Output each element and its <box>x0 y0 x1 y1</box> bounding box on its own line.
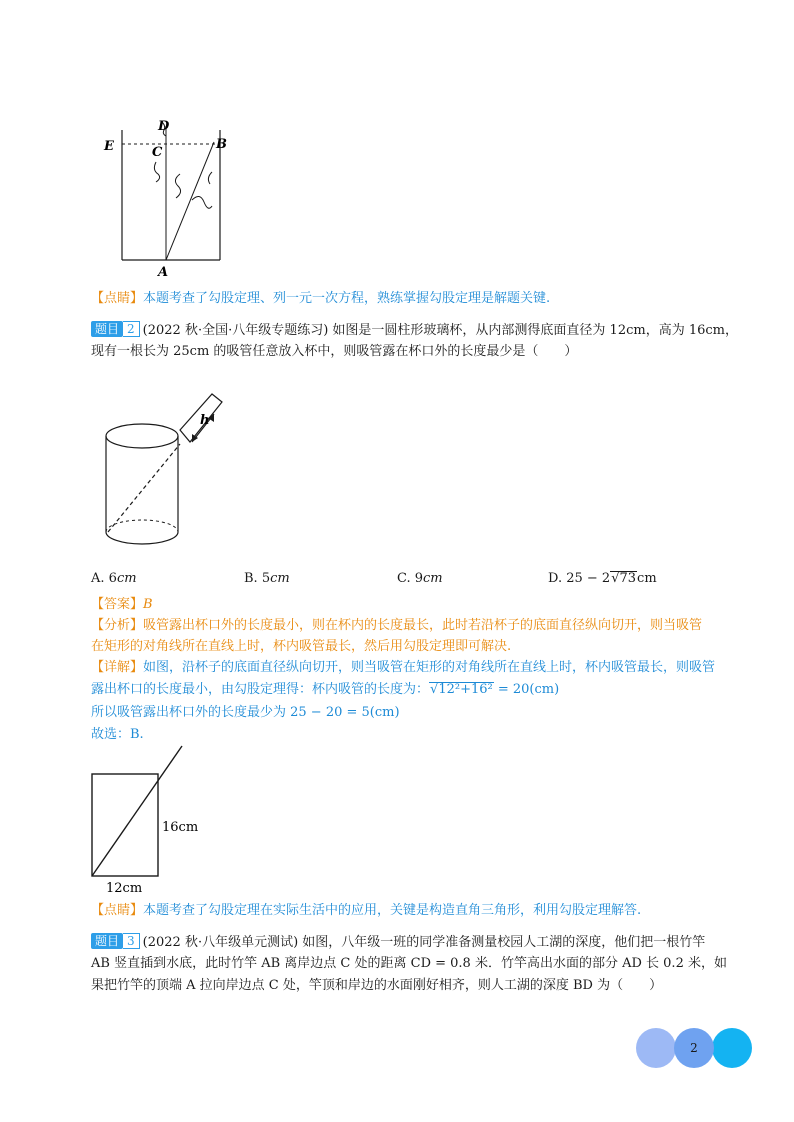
question-number: 3 <box>123 933 140 949</box>
detail-line-3: 故选：B. <box>91 727 144 742</box>
dianjing-note-2 <box>91 902 716 920</box>
question-number: 2 <box>123 321 140 337</box>
figure-3-rectangle <box>84 742 224 898</box>
label-E: E <box>104 139 114 154</box>
page-circle-right <box>712 1028 752 1068</box>
analysis-line-1 <box>91 617 716 635</box>
label-C: C <box>152 145 163 160</box>
label-16cm: 16cm <box>162 820 199 835</box>
label-12cm: 12cm <box>106 881 143 896</box>
option-d[interactable]: D. 25 − 2√73cm <box>548 571 657 586</box>
page-indicator <box>636 1028 752 1068</box>
dianjing-text: 本题考查了勾股定理、列一元一次方程，熟练掌握勾股定理是解题关键. <box>143 291 551 306</box>
sqrt-73: √73 <box>611 571 637 586</box>
question-tag: 题目 <box>91 321 123 337</box>
dianjing-text: 本题考查了勾股定理在实际生活中的应用，关键是构造直角三角形，利用勾股定理解答. <box>143 903 642 918</box>
option-c[interactable]: C. 9cm <box>397 571 443 586</box>
question-tag: 题目 <box>91 933 123 949</box>
label-A: A <box>158 265 169 280</box>
question-2-line-2: 现有一根长为 25cm 的吸管任意放入杯中，则吸管露在杯口外的长度最少是（ ） <box>91 344 578 359</box>
option-a[interactable]: A. 6cm <box>91 571 137 586</box>
figure-1-lake-diagram <box>100 112 240 280</box>
dianjing-note-1 <box>91 290 716 308</box>
dianjing-tag: 【点睛】 <box>91 291 144 306</box>
analysis-text: 吸管露出杯口外的长度最小，则在杯内的长度最长，此时若沿杯子的底面直径纵向切开，则当吸管 <box>143 618 703 633</box>
figure-2-cylinder <box>100 390 230 550</box>
detail-line-1 <box>91 659 716 677</box>
detail-line-2: 所以吸管露出杯口外的长度最少为 25 − 20 = 5(cm) <box>91 705 400 720</box>
dianjing-tag: 【点睛】 <box>91 903 144 918</box>
page-circle-left <box>636 1028 676 1068</box>
detail-line-1b: 露出杯口的长度最小，由勾股定理得：杯内吸管的长度为：√12²+16² = 20(cm) <box>91 682 560 697</box>
question-text: 如图是一圆柱形玻璃杯，从内部测得底面直径为 12cm，高为 16cm， <box>332 323 738 338</box>
label-B: B <box>216 137 227 152</box>
page-number: 2 <box>690 1041 698 1055</box>
answer-line <box>91 596 716 614</box>
analysis-tag: 【分析】 <box>91 618 144 633</box>
label-h: h <box>200 413 210 428</box>
detail-tag: 【详解】 <box>91 660 144 675</box>
question-2 <box>91 321 738 340</box>
answer-value: B <box>143 597 153 612</box>
question-3-line-3: 果把竹竿的顶端 A 拉向岸边点 C 处，竿顶和岸边的水面刚好相齐，则人工湖的深度 BD 为（ ） <box>91 978 663 993</box>
question-3 <box>91 933 716 952</box>
detail-text: 如图，沿杯子的底面直径纵向切开，则当吸管在矩形的对角线所在直线上时，杯内吸管最长，则吸管 <box>143 660 716 675</box>
question-source: (2022 秋·八年级单元测试) <box>142 935 299 950</box>
question-text: 如图，八年级一班的同学准备测量校园人工湖的深度，他们把一根竹竿 <box>302 935 706 950</box>
sqrt-expression: √12²+16² <box>430 682 493 697</box>
analysis-line-2: 在矩形的对角线所在直线上时，杯内吸管最长，然后用勾股定理即可解决. <box>91 639 512 654</box>
option-b[interactable]: B. 5cm <box>244 571 290 586</box>
question-source: (2022 秋·全国·八年级专题练习) <box>142 323 329 338</box>
question-3-line-2: AB 竖直插到水底，此时竹竿 AB 离岸边点 C 处的距离 CD = 0.8 米．竹竿高出水面的部分 AD 长 0.2 米，如 <box>91 956 727 971</box>
answer-tag: 【答案】 <box>91 597 144 612</box>
label-D: D <box>158 119 170 134</box>
